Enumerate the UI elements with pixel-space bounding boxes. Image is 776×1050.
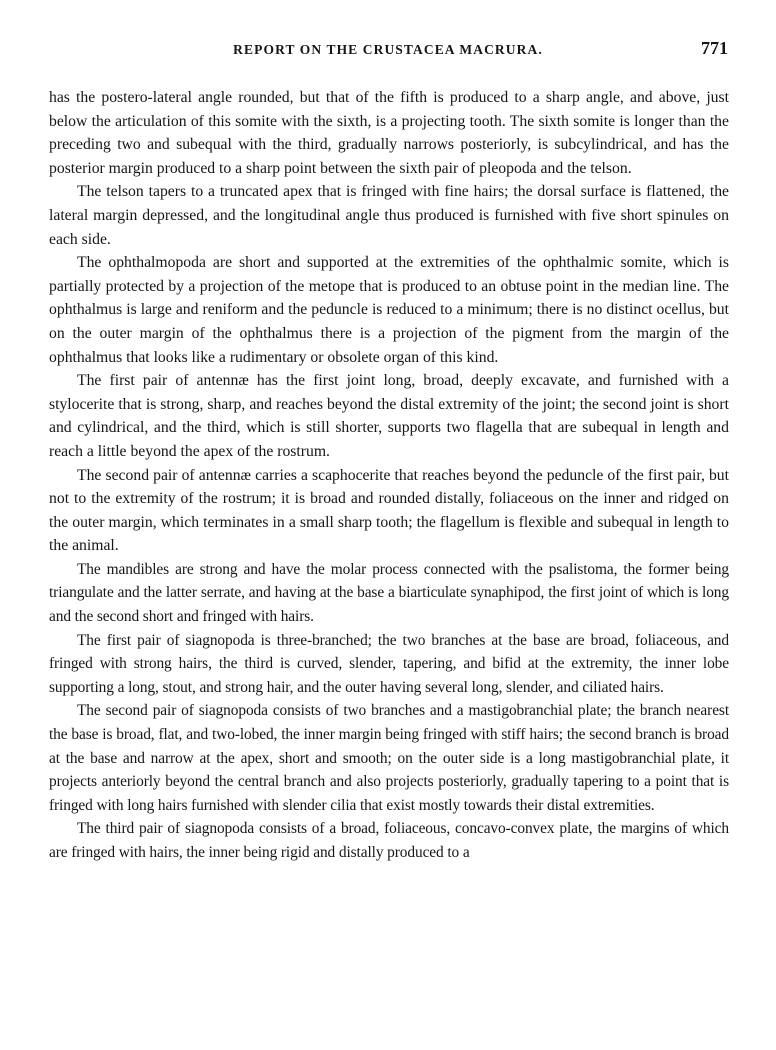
paragraph-first-siagnopoda: The first pair of siagnopoda is three-branched; the two branches at the base are broad, foliaceous, and fringed with strong hairs, the third is curved, slender, tapering, and bifid at the extremity, the inner lobe supporting a long, stout, and strong hair, and the outer having several long, slender, and ciliated hairs. (49, 631, 729, 696)
paragraph-abdomen-continued: has the postero-lateral angle rounded, but that of the fifth is produced to a sharp angle, and above, just below the articulation of this somite with the sixth, is a projecting tooth. The sixth somite is longer than the preceding two and subequal with the third, gradually narrows posteriorly, is subcylindrical, and has the posterior margin produced to a sharp point between the sixth pair of pleopoda and the telson. (49, 89, 729, 177)
paragraph-ophthalmopoda: The ophthalmopoda are short and supported at the extremities of the ophthalmic somite, which is partially protected by a projection of the metope that is produced to an obtuse point in the median line. The ophthalmus is large and reniform and the peduncle is reduced to a minimum; there is no distinct ocellus, but on the outer margin of the ophthalmus there is a projection of the pigment from the margin of the ophthalmus that looks like a rudimentary or obsolete organ of this kind. (49, 254, 729, 366)
body-text (49, 86, 729, 865)
paragraph-telson: The telson tapers to a truncated apex that is fringed with fine hairs; the dorsal surface is flattened, the lateral margin depressed, and the longitudinal angle thus produced is furnished with five short spinules on each side. (49, 183, 729, 248)
running-title: REPORT ON THE CRUSTACEA MACRURA. (233, 42, 543, 57)
running-head (48, 38, 728, 64)
paragraph-second-antennae: The second pair of antennæ carries a scaphocerite that reaches beyond the peduncle of the first pair, but not to the extremity of the rostrum; it is broad and rounded distally, foliaceous on the inner and ridged on the outer margin, which terminates in a small sharp tooth; the flagellum is flexible and subequal in length to the animal. (49, 466, 729, 555)
paragraph-second-siagnopoda: The second pair of siagnopoda consists of two branches and a mastigobranchial plate; the branch nearest the base is broad, flat, and two-lobed, the inner margin being fringed with stiff hairs; the second branch is broad at the base and narrow at the apex, short and smooth; on the outer side is a long mastigobranchial plate, it projects anteriorly beyond the central branch and also projects posteriorly, gradually tapering to a point that is fringed with long hairs furnished with slender cilia that exist mostly towards their distal extremities. (49, 702, 729, 814)
paragraph-first-antennae: The first pair of antennæ has the first joint long, broad, deeply excavate, and furnished with a stylocerite that is strong, sharp, and reaches beyond the distal extremity of the joint; the second joint is short and cylindrical, and the third, which is still shorter, supports two flagella that are subequal in length and reach a little beyond the apex of the rostrum. (49, 372, 729, 460)
paragraph-third-siagnopoda: The third pair of siagnopoda consists of a broad, foliaceous, concavo-convex plate, the margins of which are fringed with hairs, the inner being rigid and distally produced to a (49, 820, 729, 861)
paragraph-mandibles: The mandibles are strong and have the molar process connected with the psalistoma, the former being triangulate and the latter serrate, and having at the base a biarticulate synaphipod, the first joint of which is long and the second short and fringed with hairs. (49, 560, 729, 626)
page-number: 771 (701, 38, 728, 58)
